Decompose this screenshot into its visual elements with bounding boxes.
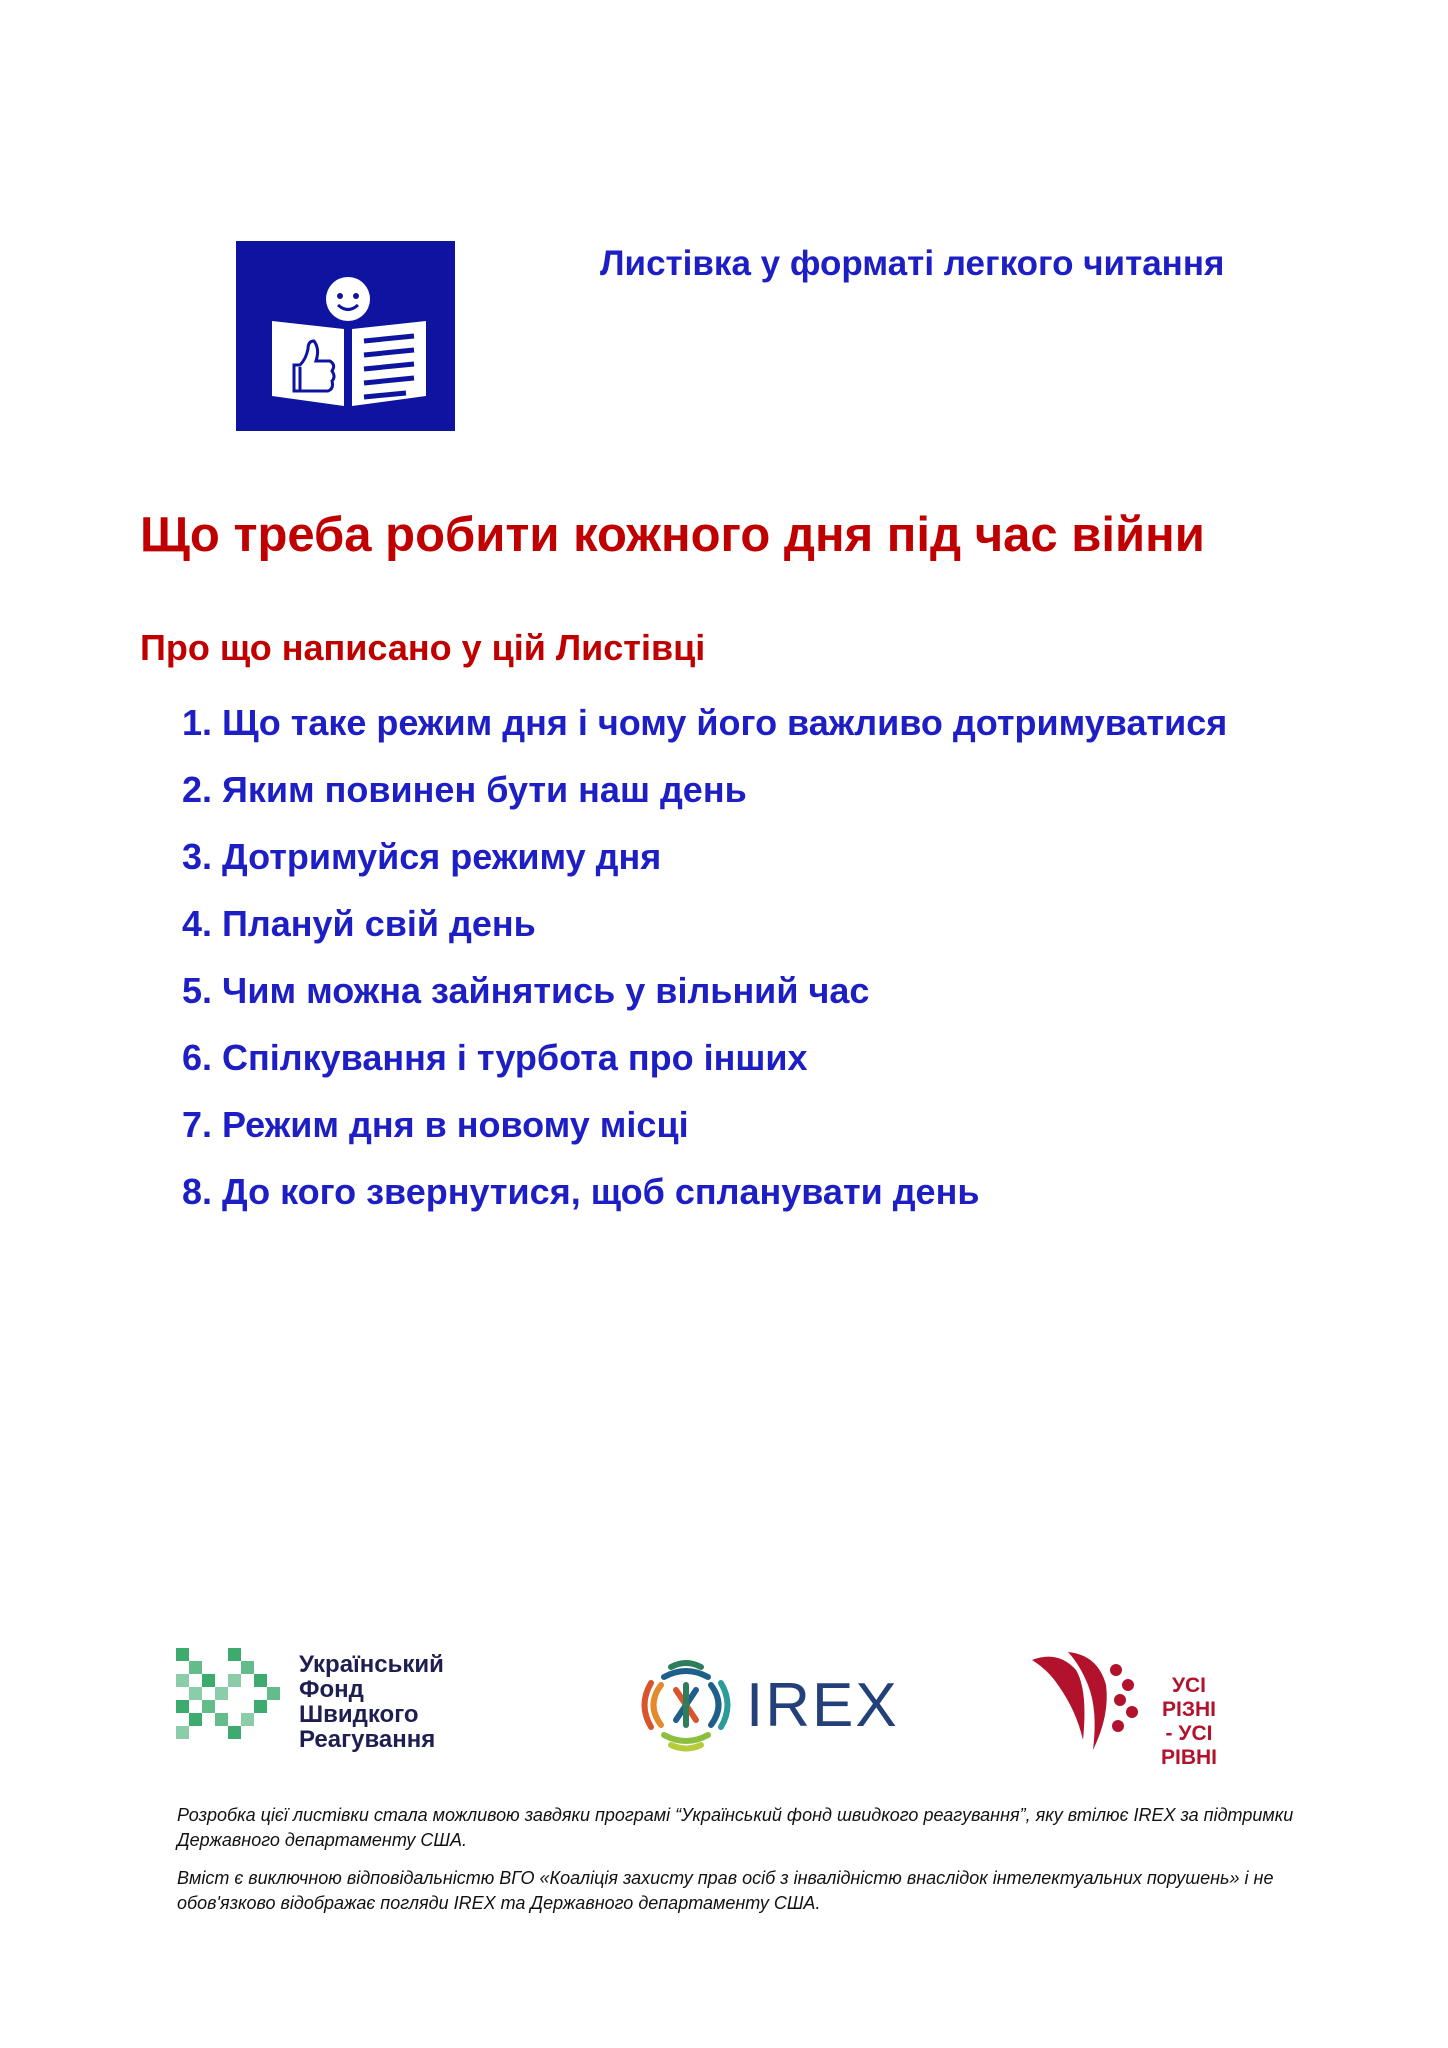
contents-list bbox=[182, 700, 1382, 1236]
usi-rizni-logo-text: УСІ РІЗНІ - УСІ РІВНІ bbox=[1160, 1674, 1217, 1769]
contents-item: 6. Спілкування і турбота про інших bbox=[182, 1037, 808, 1078]
urf-logo bbox=[176, 1648, 476, 1758]
contents-item: 7. Режим дня в новому місці bbox=[182, 1104, 689, 1145]
easy-to-read-icon bbox=[236, 241, 455, 431]
contents-item: 3. Дотримуйся режиму дня bbox=[182, 836, 662, 877]
page-title: Що треба робити кожного дня під час війни bbox=[140, 508, 1205, 562]
usi-rizni-logo bbox=[1028, 1640, 1258, 1770]
contents-item: 4. Плануй свій день bbox=[182, 903, 536, 944]
funding-disclaimer: Розробка цієї листівки стала можливою завдяки програмі “Український фонд швидкого реагування”, яку втілює IREX за підтримки Державного департаменту США. bbox=[177, 1805, 1294, 1850]
contents-item: 1. Що таке режим дня і чому його важливо дотримуватися bbox=[182, 702, 1228, 743]
irex-logo bbox=[636, 1655, 899, 1765]
usi-rizni-logo-icon bbox=[1028, 1640, 1143, 1760]
urf-logo-icon bbox=[176, 1648, 288, 1748]
leaflet-format-label: Листівка у форматі легкого читання bbox=[600, 244, 1225, 283]
contents-heading: Про що написано у цій Листівці bbox=[140, 627, 706, 668]
contents-item: 2. Яким повинен бути наш день bbox=[182, 769, 747, 810]
urf-logo-text: Український Фонд Швидкого Реагування bbox=[299, 1651, 444, 1753]
content-responsibility-disclaimer: Вміст є виключною відповідальністю ВГО «Коаліція захисту прав осіб з інвалідністю внаслідок інтелектуальних порушень» і не обов'язково відображає погляди IREX та Державного департаменту США. bbox=[177, 1868, 1274, 1913]
irex-logo-text: IREX bbox=[746, 1671, 899, 1740]
contents-item: 5. Чим можна зайнятись у вільний час bbox=[182, 970, 870, 1011]
irex-logo-icon bbox=[636, 1655, 736, 1755]
contents-item: 8. До кого звернутися, щоб спланувати день bbox=[182, 1171, 980, 1212]
